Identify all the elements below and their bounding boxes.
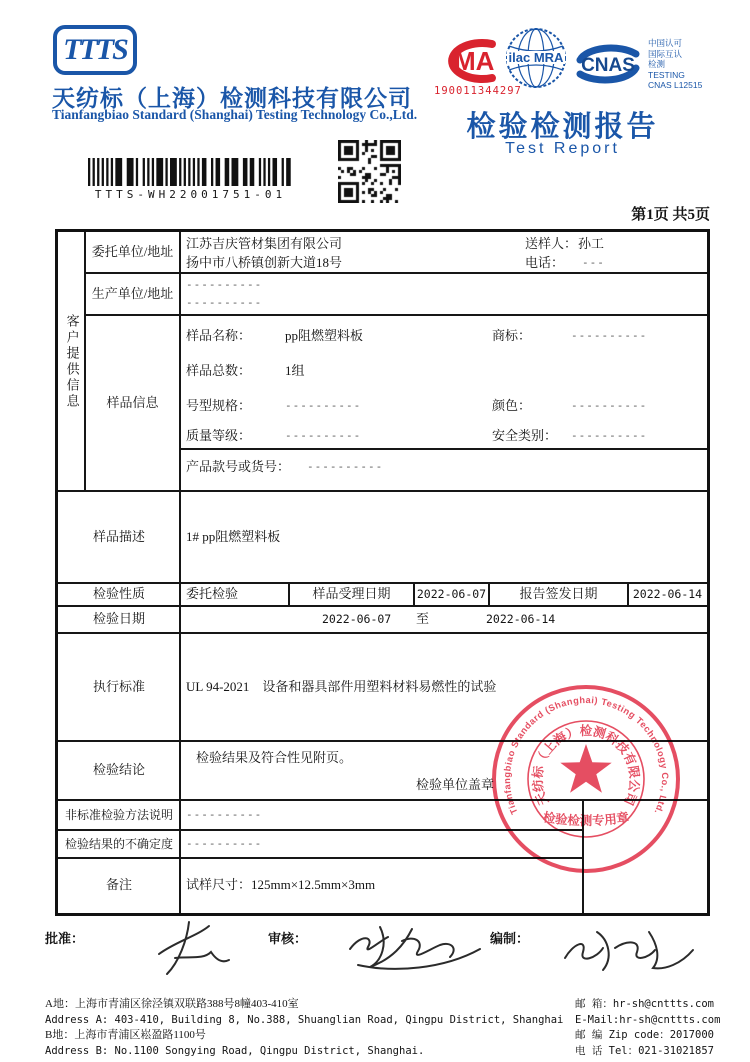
item-no-label: 产品款号或货号： xyxy=(186,458,291,474)
remark-label: 备注 xyxy=(105,877,132,893)
spec-label: 号型规格： xyxy=(186,397,252,413)
sampler-label: 送样人： xyxy=(525,235,578,251)
safety-value: ---------- xyxy=(571,429,648,443)
test-date-label: 检验日期 xyxy=(92,611,145,627)
cnas-text: CNAS xyxy=(581,55,635,76)
cnas-caption-line: 检测 xyxy=(648,59,666,69)
report-barcode xyxy=(88,158,293,201)
test-date-to: 2022-06-14 xyxy=(486,612,556,627)
cnas-mark xyxy=(574,38,642,90)
sample-total-label: 样品总数： xyxy=(186,362,252,378)
footer-tel: 电 话 Tel：021-31021857 xyxy=(575,1044,714,1057)
cnas-caption-line: 中国认可 xyxy=(648,38,683,48)
nonstandard-value: ---------- xyxy=(186,808,263,822)
cma-number: 190011344297 xyxy=(434,85,522,97)
seal-ring-en: Tianfangbiao Standard (Shanghai) Testing Technology Co., Ltd. xyxy=(501,694,671,816)
consignor-address: 扬中市八桥镇创新大道18号 xyxy=(186,254,343,270)
producer-label: 生产单位/地址 xyxy=(91,285,174,301)
approve-label: 批准： xyxy=(45,930,85,946)
footer-addr-a-en: Address A: 403-410, Building 8, No.388, Shuanglian Road, Qingpu District, Shanghai xyxy=(45,1013,564,1026)
nonstandard-label: 非标准检验方法说明 xyxy=(64,807,173,822)
seal-banner: 检验检测专用章 xyxy=(541,810,631,828)
cnas-caption xyxy=(648,38,702,91)
footer-zip: 邮 编 Zip code：2017000 xyxy=(575,1029,714,1041)
footer-addr-b-cn: B地：上海市青浦区崧盈路1100号 xyxy=(45,1029,206,1041)
trademark-value: ---------- xyxy=(571,329,648,343)
company-name-en: Tianfangbiao Standard (Shanghai) Testing Technology Co.,Ltd. xyxy=(52,107,418,122)
cnas-icon xyxy=(574,38,642,90)
ilac-mra-icon xyxy=(504,26,568,90)
prepare-label: 编制： xyxy=(490,930,530,946)
signature-approver xyxy=(145,918,245,978)
consignor-name: 江苏吉庆管材集团有限公司 xyxy=(186,235,343,251)
client-info-vertical-label: 客户提供信息 xyxy=(64,313,80,410)
svg-text:检验检测专用章 xyxy=(542,809,630,828)
ttts-logo-text: TTTS xyxy=(63,33,127,66)
grade-value: ---------- xyxy=(285,429,362,443)
issued-value: 2022-06-14 xyxy=(632,587,703,602)
cnas-caption-line: TESTING xyxy=(648,69,685,80)
seal-star-icon xyxy=(560,744,611,793)
consignor-label: 委托单位/地址 xyxy=(91,244,174,260)
ttts-logo xyxy=(53,25,137,75)
nature-value: 委托检验 xyxy=(186,586,239,602)
cma-mark xyxy=(434,36,500,86)
uncertainty-label: 检验结果的不确定度 xyxy=(64,836,173,851)
qr-code xyxy=(338,140,401,203)
trademark-label: 商标： xyxy=(492,327,532,343)
issued-label: 报告签发日期 xyxy=(519,586,598,602)
seal-ring-cn: 天纺标（上海）检测科技有限公司 xyxy=(530,724,642,808)
standard-label: 执行标准 xyxy=(92,678,145,694)
company-name-cn: 天纺标（上海）检测科技有限公司 xyxy=(52,86,412,111)
signature-preparer xyxy=(553,918,703,978)
nature-label: 检验性质 xyxy=(92,586,145,602)
report-title-cn: 检验检测报告 xyxy=(466,111,659,143)
sample-total-value: 1组 xyxy=(285,362,305,378)
producer-line2: ---------- xyxy=(186,296,263,310)
standard-value: UL 94-2021 设备和器具部件用塑料材料易燃性的试验 xyxy=(186,678,497,694)
sample-name-label: 样品名称： xyxy=(186,327,252,343)
footer-email-en: E-Mail:hr-sh@cnttts.com xyxy=(575,1013,721,1026)
phone-label: 电话： xyxy=(525,254,565,270)
test-date-from: 2022-06-07 xyxy=(322,612,392,627)
footer-addr-b-en: Address B: No.1100 Songying Road, Qingpu District, Shanghai. xyxy=(45,1044,425,1057)
spec-value: ---------- xyxy=(285,399,362,413)
page-indicator: 第1页 共5页 xyxy=(631,207,710,223)
footer-contact xyxy=(575,997,720,1059)
conclusion-value: 检验结果及符合性见附页。 xyxy=(196,749,353,765)
description-value: 1# pp阻燃塑料板 xyxy=(186,528,281,544)
cma-letters: MA xyxy=(454,46,495,76)
color-value: ---------- xyxy=(571,399,648,413)
producer-line1: ---------- xyxy=(186,278,263,292)
footer-email-cn: 邮 箱：hr-sh@cnttts.com xyxy=(575,998,714,1010)
cma-icon xyxy=(434,36,500,86)
grade-label: 质量等级： xyxy=(186,427,252,443)
sample-info-label: 样品信息 xyxy=(106,394,159,410)
review-label: 审核： xyxy=(268,930,308,946)
description-label: 样品描述 xyxy=(92,528,145,544)
phone-value: --- xyxy=(582,256,605,270)
ilac-mra-text: ilac MRA xyxy=(508,50,564,65)
seal-caption: 检验单位盖章 xyxy=(416,776,495,792)
footer-addr-a-cn: A地：上海市青浦区徐泾镇双联路388号8幢403-410室 xyxy=(45,998,299,1010)
safety-label: 安全类别： xyxy=(492,427,558,443)
company-seal xyxy=(488,681,684,877)
cnas-caption-line: CNAS L12515 xyxy=(648,80,703,90)
ilac-mra-mark xyxy=(504,26,568,90)
test-date-word: 至 xyxy=(416,611,430,627)
received-label: 样品受理日期 xyxy=(312,586,391,602)
barcode-icon xyxy=(88,158,293,186)
uncertainty-value: ---------- xyxy=(186,837,263,851)
sampler-value: 孙工 xyxy=(578,235,605,251)
sample-name-value: pp阻燃塑料板 xyxy=(285,327,364,343)
color-label: 颜色： xyxy=(492,397,532,413)
report-title-en: Test Report xyxy=(505,140,620,157)
item-no-value: ---------- xyxy=(307,460,384,474)
cnas-caption-line: 国际互认 xyxy=(648,48,683,59)
signature-reviewer xyxy=(340,915,490,977)
barcode-text: TTTS-WH22001751-01 xyxy=(94,188,287,201)
received-value: 2022-06-07 xyxy=(416,587,487,602)
conclusion-label: 检验结论 xyxy=(92,762,145,778)
remark-value: 试样尺寸：125mm×12.5mm×3mm xyxy=(186,877,376,893)
footer-addresses xyxy=(45,997,563,1059)
